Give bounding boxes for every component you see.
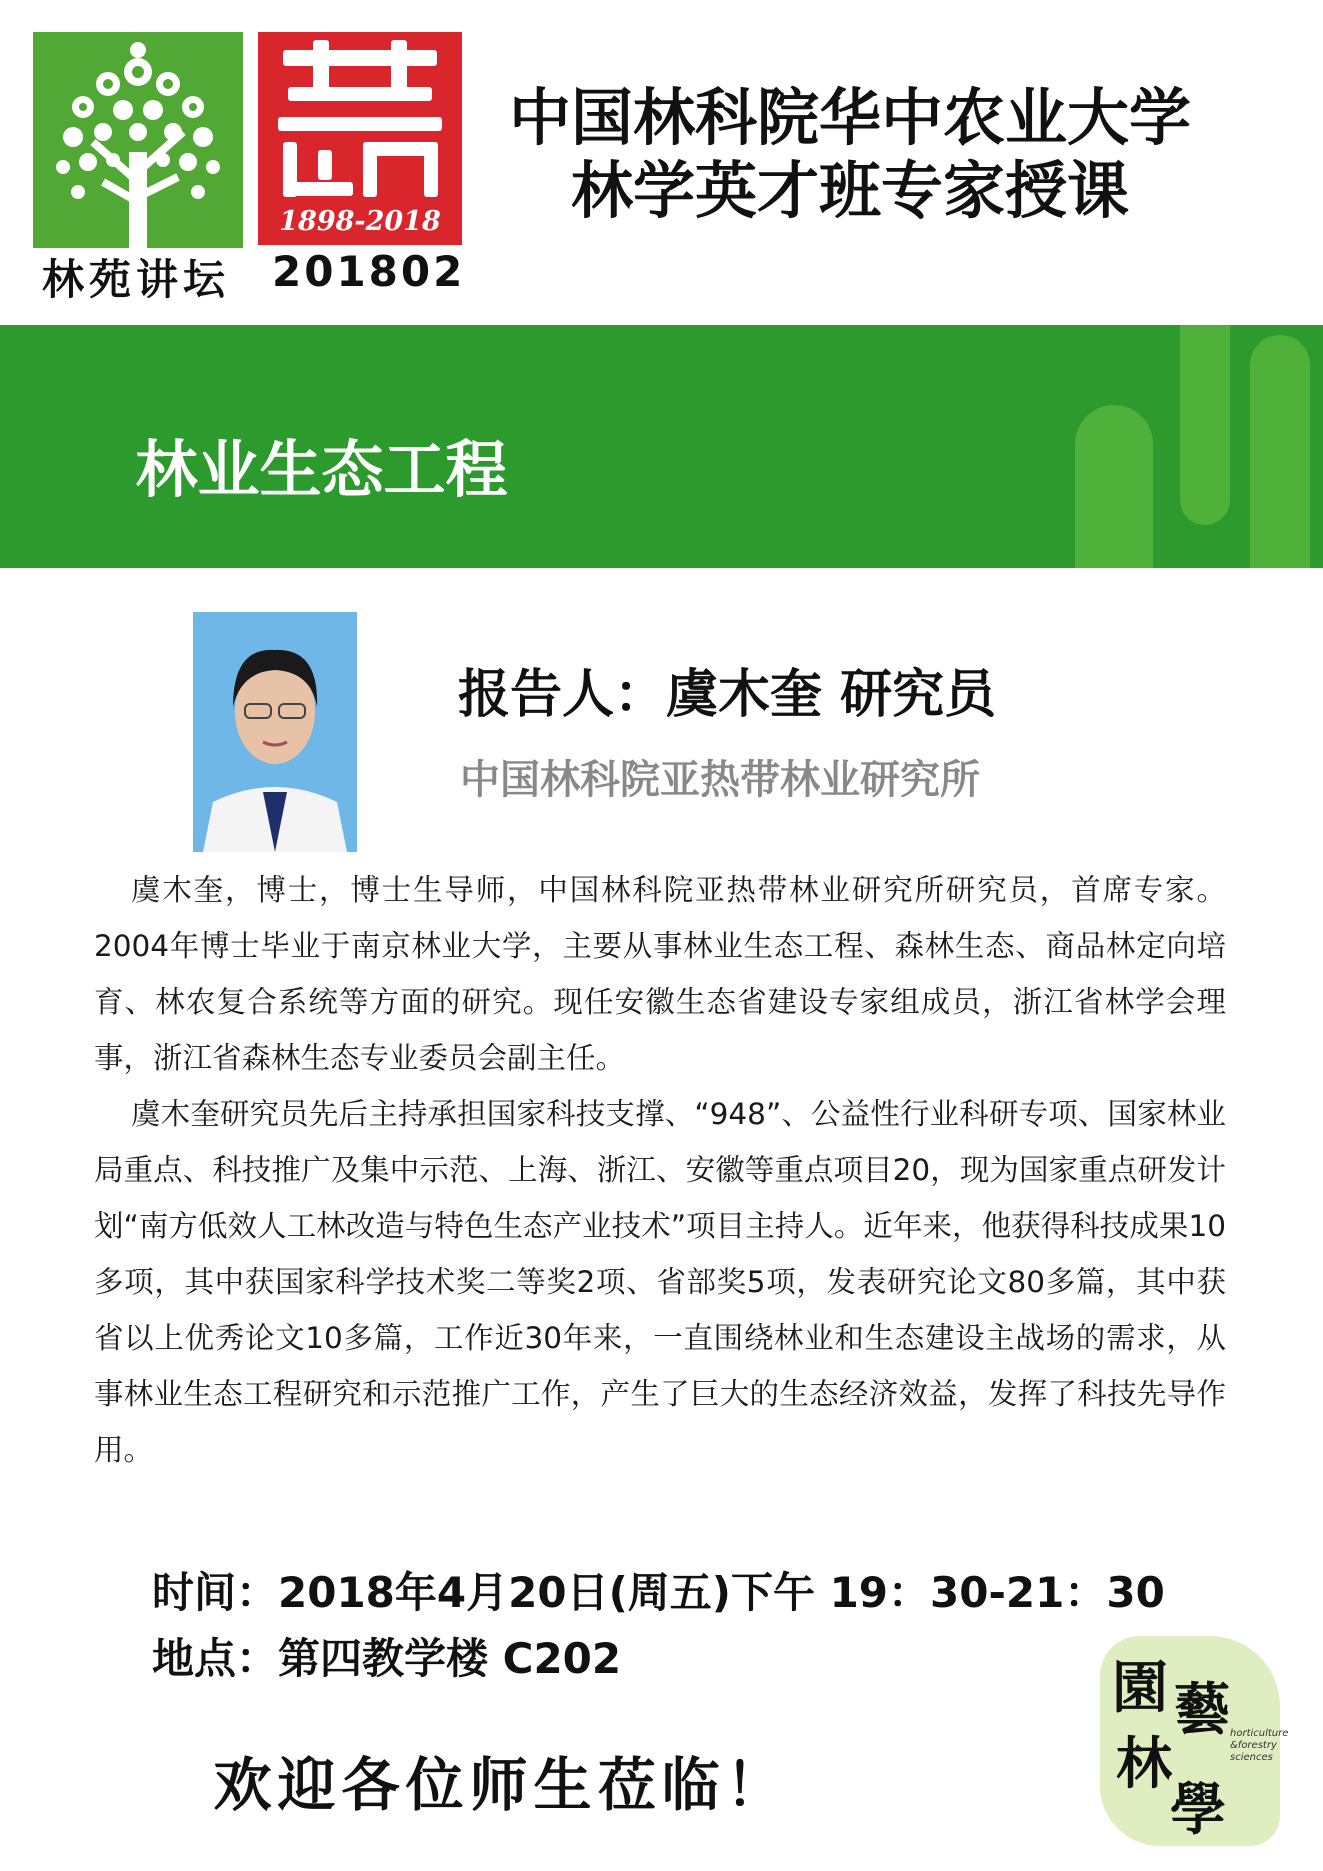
topic-title: 林业生态工程: [135, 433, 508, 506]
anniversary-logo: [258, 32, 462, 245]
speaker-name: 报告人：虞木奎 研究员: [458, 665, 997, 725]
banner-decoration: [1250, 335, 1310, 568]
school-logo-glyph: 藝: [1174, 1677, 1230, 1743]
topic-banner: [0, 325, 1323, 568]
speaker-portrait-icon: [193, 612, 357, 852]
banner-decoration: [1075, 405, 1153, 568]
speaker-bio: [94, 862, 1226, 1478]
banner-decoration: [1180, 325, 1230, 525]
event-time: 时间：2018年4月20日(周五)下午 19：30-21：30: [152, 1568, 1165, 1617]
school-logo-english: horticulture &forestry sciences: [1230, 1728, 1289, 1763]
school-logo-glyph: 學: [1170, 1777, 1226, 1843]
forum-name: 林苑讲坛: [42, 255, 231, 304]
school-logo-glyph: 園: [1112, 1655, 1168, 1721]
speaker-affiliation: 中国林科院亚热带林业研究所: [460, 757, 980, 803]
school-logo-glyph: 林: [1116, 1731, 1172, 1797]
welcome-message: 欢迎各位师生莅临！: [213, 1751, 790, 1819]
issue-number: 201802: [272, 247, 466, 296]
bio-paragraph: 虞木奎研究员先后主持承担国家科技支撑、“948”、公益性行业科研专项、国家林业局重点、科技推广及集中示范、上海、浙江、安徽等重点项目20，现为国家重点研发计划“南方低效人工林改造与特色生态产业技术”项目主持人。近年来，他获得科技成果10多项，其中获国家科学技术奖二等奖2项、省部奖5项，发表研究论文80多篇，其中获省以上优秀论文10多篇，工作近30年来，一直围绕林业和生态建设主战场的需求，从事林业生态工程研究和示范推广工作，产生了巨大的生态经济效益，发挥了科技先导作用。: [94, 1097, 1226, 1467]
header-title-line2: 林学英才班专家授课: [570, 154, 1129, 227]
tree-icon: [33, 32, 243, 248]
school-logo: [1100, 1636, 1289, 1846]
anniversary-seal-icon: [258, 32, 462, 202]
header-title-line1: 中国林科院华中农业大学: [508, 81, 1191, 154]
forum-tree-logo: [33, 32, 243, 248]
anniversary-years: 1898-2018: [279, 206, 441, 237]
event-place: 地点：第四教学楼 C202: [152, 1634, 622, 1683]
bio-paragraph: 虞木奎，博士，博士生导师，中国林科院亚热带林业研究所研究员，首席专家。2004年博士毕业于南京林业大学，主要从事林业生态工程、森林生态、商品林定向培育、林农复合系统等方面的研究。现任安徽生态省建设专家组成员，浙江省林学会理事，浙江省森林生态专业委员会副主任。: [94, 873, 1226, 1075]
speaker-photo: [193, 612, 357, 852]
